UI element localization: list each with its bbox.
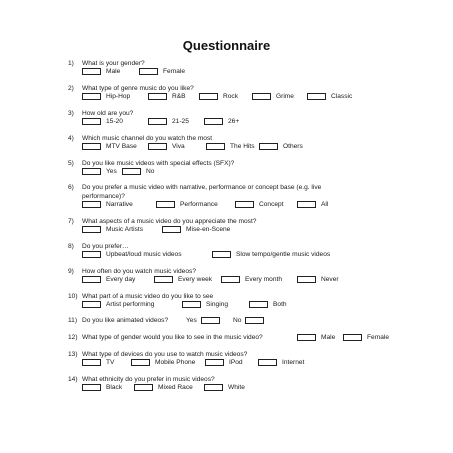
option-label: Performance [180, 201, 218, 208]
option-label: Artist performing [106, 301, 155, 308]
option-mtv-base[interactable] [82, 143, 137, 150]
checkbox[interactable] [201, 317, 220, 324]
option-concept[interactable] [235, 201, 284, 208]
option-label: 26+ [228, 118, 240, 125]
option-label: Yes [186, 317, 197, 324]
option-artist-performing[interactable] [82, 301, 154, 308]
question-number: 9) [68, 268, 74, 275]
question-number: 4) [68, 135, 74, 142]
checkbox[interactable] [212, 251, 231, 258]
option-label: Upbeat/loud music videos [106, 251, 182, 258]
option-label: Every month [245, 276, 283, 283]
option-never[interactable] [297, 276, 339, 283]
question-text: How often do you watch music videos? [82, 268, 196, 275]
option-female[interactable] [343, 334, 389, 341]
checkbox[interactable] [156, 201, 175, 208]
option-label: Female [163, 68, 185, 75]
option-label: Concept [259, 201, 284, 208]
option-label: Black [106, 384, 123, 391]
option-others[interactable] [259, 143, 303, 150]
option-label: White [228, 384, 245, 391]
option-label: Music Artists [106, 226, 144, 233]
question-text: Do you prefer… [82, 243, 129, 250]
question-text: How old are you? [82, 110, 134, 117]
option-black[interactable] [82, 384, 122, 391]
checkbox[interactable] [134, 384, 153, 391]
question-number: 5) [68, 160, 74, 167]
option-label: Mobile Phone [155, 359, 196, 366]
checkbox[interactable] [235, 201, 254, 208]
option-the-hits[interactable] [206, 143, 255, 150]
page-title: Questionnaire [182, 38, 271, 53]
option-upbeat[interactable] [82, 251, 182, 258]
option-label: Hip-Hop [106, 93, 131, 100]
option-slow-tempo[interactable] [212, 251, 330, 258]
checkbox[interactable] [82, 359, 101, 366]
option-label: Never [321, 276, 339, 283]
checkbox[interactable] [252, 93, 271, 100]
checkbox[interactable] [82, 201, 101, 208]
option-label: Mise-en-Scene [186, 226, 231, 233]
option-label: TV [106, 359, 115, 366]
option-label: 21-25 [172, 118, 189, 125]
checkbox[interactable] [199, 93, 218, 100]
question-number: 3) [68, 110, 74, 117]
option-mixed-race[interactable] [134, 384, 193, 391]
question-text: What type of devices do you use to watch music videos? [82, 351, 248, 358]
option-mise-en-scene[interactable] [162, 226, 230, 233]
checkbox[interactable] [245, 317, 264, 324]
option-label: Both [273, 301, 287, 308]
option-male[interactable] [82, 68, 120, 75]
checkbox[interactable] [82, 143, 101, 150]
option-performance[interactable] [156, 201, 218, 208]
question-number: 7) [68, 218, 74, 225]
question-number: 13) [68, 351, 78, 358]
checkbox[interactable] [206, 143, 225, 150]
checkbox[interactable] [148, 143, 167, 150]
option-every-month[interactable] [221, 276, 282, 283]
checkbox[interactable] [82, 118, 101, 125]
checkbox[interactable] [297, 334, 316, 341]
option-white[interactable] [204, 384, 245, 391]
question-number: 8) [68, 243, 74, 250]
checkbox[interactable] [82, 93, 101, 100]
option-singing[interactable] [182, 301, 228, 308]
question-number: 14) [68, 376, 78, 383]
option-classic[interactable] [307, 93, 352, 100]
option-label: R&B [172, 93, 186, 100]
checkbox[interactable] [297, 276, 316, 283]
option-label: Narrative [106, 201, 133, 208]
checkbox[interactable] [343, 334, 362, 341]
checkbox[interactable] [259, 143, 278, 150]
option-rock[interactable] [199, 93, 238, 100]
question-text: Which music channel do you watch the most [82, 135, 213, 142]
checkbox[interactable] [82, 68, 101, 75]
option-music-artists[interactable] [82, 226, 143, 233]
question-number: 1) [68, 60, 74, 67]
question-text: What type of gender would you like to see in the music video? [82, 334, 263, 341]
option-viva[interactable] [148, 143, 185, 150]
option-label: MTV Base [106, 143, 137, 150]
option-no[interactable] [233, 317, 269, 324]
option-label: Every day [106, 276, 136, 283]
option-no[interactable] [122, 168, 154, 175]
option-label: The Hits [230, 143, 255, 150]
option-hip-hop[interactable] [82, 93, 130, 100]
option-label: Singing [206, 301, 228, 308]
checkbox[interactable] [131, 359, 150, 366]
question-text: Do you like music videos with special effects (SFX)? [82, 160, 235, 167]
option-label: IPod [229, 359, 243, 366]
question-text: What ethnicity do you prefer in music videos? [82, 376, 215, 383]
option-15-20[interactable] [82, 118, 123, 125]
question-text: What is your gender? [82, 60, 145, 67]
checkbox[interactable] [249, 301, 268, 308]
option-all[interactable] [297, 201, 328, 208]
option-label: Mixed Race [158, 384, 193, 391]
checkbox[interactable] [205, 359, 224, 366]
option-label: Viva [172, 143, 185, 150]
option-tv[interactable] [82, 359, 114, 366]
question-number: 11) [68, 317, 78, 324]
checkbox[interactable] [204, 118, 223, 125]
checkbox[interactable] [162, 226, 181, 233]
option-label: Male [106, 68, 121, 75]
option-narrative[interactable] [82, 201, 133, 208]
option-label: 15-20 [106, 118, 123, 125]
option-label: No [233, 317, 242, 324]
option-label: Grime [276, 93, 294, 100]
option-label: Others [283, 143, 303, 150]
checkbox[interactable] [307, 93, 326, 100]
option-every-day[interactable] [82, 276, 135, 283]
option-label: Every week [178, 276, 213, 283]
question-text: Do you like animated videos? [82, 317, 169, 324]
checkbox[interactable] [122, 168, 141, 175]
question-number: 12) [68, 334, 78, 341]
option-yes[interactable] [186, 317, 225, 324]
question-number: 10) [68, 293, 78, 300]
option-mobile-phone[interactable] [131, 359, 195, 366]
checkbox[interactable] [82, 384, 101, 391]
option-label: Classic [331, 93, 353, 100]
question-text: Do you prefer a music video with narrative, performance or concept base (e.g. live [82, 184, 322, 191]
option-every-week[interactable] [154, 276, 212, 283]
option-21-25[interactable] [148, 118, 189, 125]
checkbox[interactable] [297, 201, 316, 208]
option-label: Rock [223, 93, 239, 100]
option-label: Yes [106, 168, 117, 175]
checkbox[interactable] [82, 251, 101, 258]
question-number: 6) [68, 184, 74, 191]
checkbox[interactable] [82, 226, 101, 233]
option-male[interactable] [297, 334, 335, 341]
question-number: 2) [68, 85, 74, 92]
checkbox[interactable] [82, 276, 101, 283]
checkbox[interactable] [82, 301, 101, 308]
checkbox[interactable] [221, 276, 240, 283]
checkbox[interactable] [82, 168, 101, 175]
option-label: Slow tempo/gentle music videos [236, 251, 331, 258]
option-female[interactable] [139, 68, 185, 75]
checkbox[interactable] [154, 276, 173, 283]
option-grime[interactable] [252, 93, 294, 100]
option-label: Internet [282, 359, 305, 366]
question-text: performance)? [82, 193, 125, 200]
option-label: All [321, 201, 329, 208]
option-label: Male [321, 334, 336, 341]
option-both[interactable] [249, 301, 287, 308]
checkbox[interactable] [204, 384, 223, 391]
checkbox[interactable] [258, 359, 277, 366]
option-label: Female [367, 334, 389, 341]
option-rnb[interactable] [148, 93, 186, 100]
question-text: What part of a music video do you like to see [82, 293, 214, 300]
question-text: What type of genre music do you like? [82, 85, 194, 92]
checkbox[interactable] [182, 301, 201, 308]
checkbox[interactable] [139, 68, 158, 75]
option-internet[interactable] [258, 359, 304, 366]
option-ipod[interactable] [205, 359, 243, 366]
checkbox[interactable] [148, 118, 167, 125]
option-label: No [146, 168, 155, 175]
question-text: What aspects of a music video do you appreciate the most? [82, 218, 257, 225]
checkbox[interactable] [148, 93, 167, 100]
option-26-plus[interactable] [204, 118, 239, 125]
option-yes[interactable] [82, 168, 117, 175]
